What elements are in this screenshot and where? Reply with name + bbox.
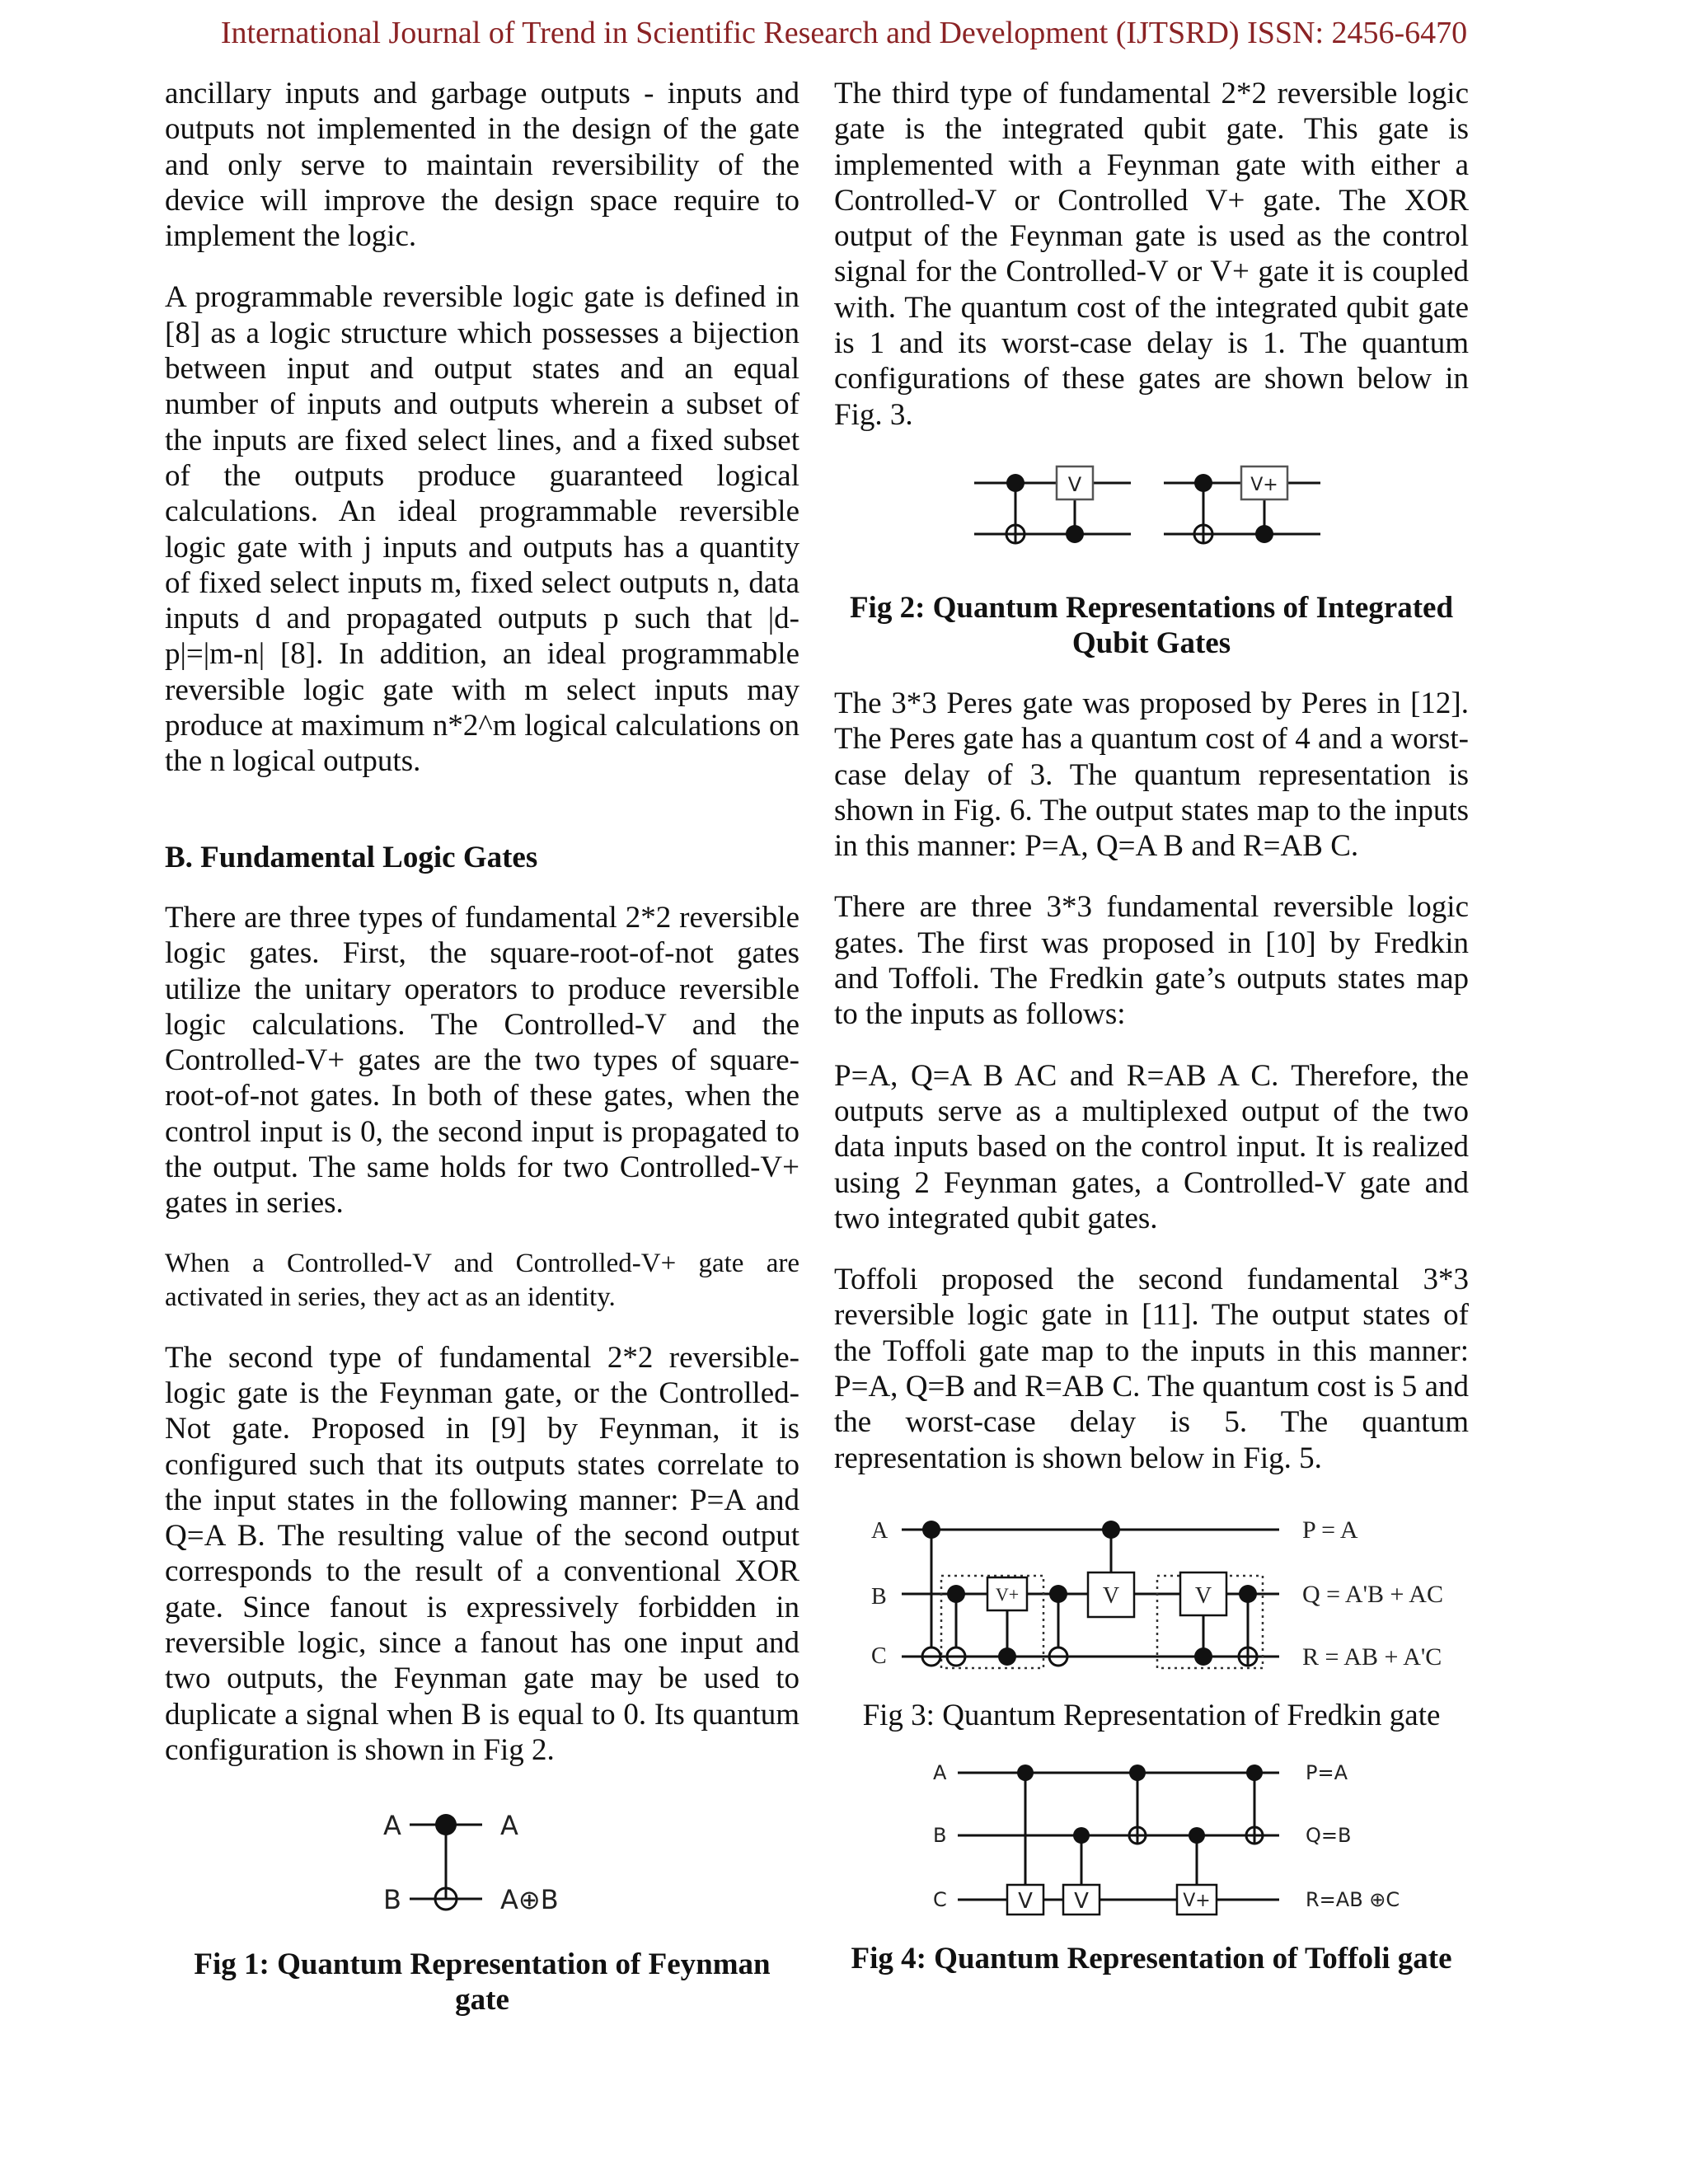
- svg-text:V: V: [1194, 1582, 1212, 1609]
- section-heading: B. Fundamental Logic Gates: [165, 840, 538, 874]
- fredkin-gate-figure: [834, 1502, 1469, 1691]
- paragraph-fredkin-outputs: P=A, Q=A B AC and R=AB A C. Therefore, the outputs serve as a multiplexed output of the two data inputs based on the control input. It is realized using 2 Feynman gates, a Controlled-V gate and two integrated qubit gates.: [834, 1058, 1469, 1235]
- svg-text:V+: V+: [995, 1583, 1020, 1605]
- fig1-output-a: A: [500, 1810, 518, 1842]
- toffoli-gate-figure: [834, 1753, 1469, 1918]
- svg-text:V: V: [1067, 472, 1082, 496]
- fig1-output-b: A⊕B: [500, 1884, 559, 1916]
- svg-text:V+: V+: [1183, 1890, 1211, 1911]
- fig1-label-b: B: [383, 1884, 401, 1916]
- svg-text:A: A: [933, 1760, 947, 1784]
- qubit-gate-vplus: [1164, 466, 1320, 543]
- feynman-gate-figure: [359, 1793, 606, 1917]
- qubit-gate-v: [974, 466, 1131, 543]
- svg-text:V: V: [1018, 1888, 1033, 1914]
- svg-text:C: C: [871, 1643, 887, 1669]
- fig1-label-a: A: [383, 1810, 401, 1842]
- svg-text:P = A: P = A: [1302, 1516, 1358, 1544]
- paragraph-peres: The 3*3 Peres gate was proposed by Peres in [12]. The Peres gate has a quantum cost of 4 and a worst-case delay of 3. The quantum representation is shown in Fig. 6. The output states map to the inputs in this manner: P=A, Q=A B and R=AB C.: [834, 686, 1469, 864]
- paragraph-three-gates: There are three 3*3 fundamental reversible logic gates. The first was proposed in [10] by Fredkin and Toffoli. The Fredkin gate’s outputs states map to the inputs as follows:: [834, 890, 1469, 1032]
- paragraph-programmable-gate: A programmable reversible logic gate is defined in [8] as a logic structure which possesses a bijection between input and output states and an equal number of inputs and outputs wherein a subset of the inputs are fixed select lines, and a fixed subset of the outputs produce guaranteed logical calculations. An ideal programmable reversible logic gate with j inputs and outputs has a quantity of fixed select inputs m, fixed select outputs n, data inputs d and propagated outputs p such that |d-p|=|m-n| [8]. In addition, an ideal programmable reversible logic gate with m select inputs may produce at maximum n*2^m logical calculations on the n logical outputs.: [165, 280, 799, 779]
- svg-text:Q = A'B + AC: Q = A'B + AC: [1302, 1580, 1443, 1608]
- left-column: [165, 76, 799, 2042]
- svg-text:R = AB + A'C: R = AB + A'C: [1302, 1643, 1442, 1671]
- fig4-caption: Fig 4: Quantum Representation of Toffoli gate: [851, 1941, 1452, 1975]
- fig2-caption: Fig 2: Quantum Representations of Integrated Qubit Gates: [849, 590, 1454, 660]
- paragraph-fundamental-gates: There are three types of fundamental 2*2 reversible logic gates. First, the square-root-of-not gates utilize the unitary operators to produce reversible logic calculations. The Controlled-V and the Controlled-V+ gates are the two types of square-root-of-not gates. In both of these gates, when the control input is 0, the second input is propagated to the output. The same holds for two Controlled-V+ gates in series.: [165, 900, 799, 1221]
- svg-text:P=A: P=A: [1306, 1760, 1348, 1784]
- svg-text:R=AB ⊕C: R=AB ⊕C: [1306, 1887, 1400, 1911]
- paragraph-feynman: The second type of fundamental 2*2 reversible-logic gate is the Feynman gate, or the Controlled-Not gate. Proposed in [9] by Feynman, it is configured such that its outputs states correlate to the input states in the following manner: P=A and Q=A B. The resulting value of the second output corresponds to the result of a conventional XOR gate. Since fanout is expressively forbidden in reversible logic, since a fanout has one input and two outputs, the Feynman gate may be used to duplicate a signal when B is equal to 0. Its quantum configuration is shown in Fig 2.: [165, 1340, 799, 1767]
- right-column: [834, 76, 1469, 2001]
- paragraph-toffoli: Toffoli proposed the second fundamental 3*3 reversible logic gate in [11]. The output states of the Toffoli gate map to the inputs in this manner: P=A, Q=B and R=AB C. The quantum cost is 5 and the worst-case delay is 5. The quantum representation is shown below in Fig. 5.: [834, 1263, 1469, 1475]
- paragraph-identity: When a Controlled-V and Controlled-V+ gate are activated in series, they act as an identity.: [165, 1248, 799, 1312]
- journal-header: International Journal of Trend in Scientific Research and Development (IJTSRD) ISSN: 2456-6470: [220, 16, 1468, 50]
- paragraph-ancillary: ancillary inputs and garbage outputs - inputs and outputs not implemented in the design of the gate and only serve to maintain reversibility of the device will improve the design space require to implement the logic.: [165, 77, 799, 254]
- svg-text:V: V: [1102, 1582, 1120, 1609]
- fig3-caption: Fig 3: Quantum Representation of Fredkin gate: [862, 1698, 1441, 1732]
- svg-text:V+: V+: [1250, 474, 1278, 495]
- paragraph-integrated-qubit: The third type of fundamental 2*2 reversible logic gate is the integrated qubit gate. This gate is implemented with a Feynman gate with either a Controlled-V or Controlled V+ gate. The XOR output of the Feynman gate is used as the control signal for the Controlled-V or V+ gate it is coupled with. The quantum cost of the integrated qubit gate is 1 and its worst-case delay is 1. The quantum configurations of these gates are shown below in Fig. 3.: [834, 77, 1469, 432]
- svg-text:Q=B: Q=B: [1306, 1823, 1352, 1847]
- svg-text:C: C: [933, 1887, 947, 1911]
- integrated-qubit-figure: [974, 458, 1329, 557]
- fig1-caption: Fig 1: Quantum Representation of Feynman gate: [194, 1947, 771, 2018]
- svg-text:A: A: [871, 1517, 889, 1544]
- svg-text:V: V: [1074, 1888, 1089, 1914]
- svg-text:B: B: [871, 1583, 887, 1610]
- svg-text:B: B: [933, 1823, 947, 1847]
